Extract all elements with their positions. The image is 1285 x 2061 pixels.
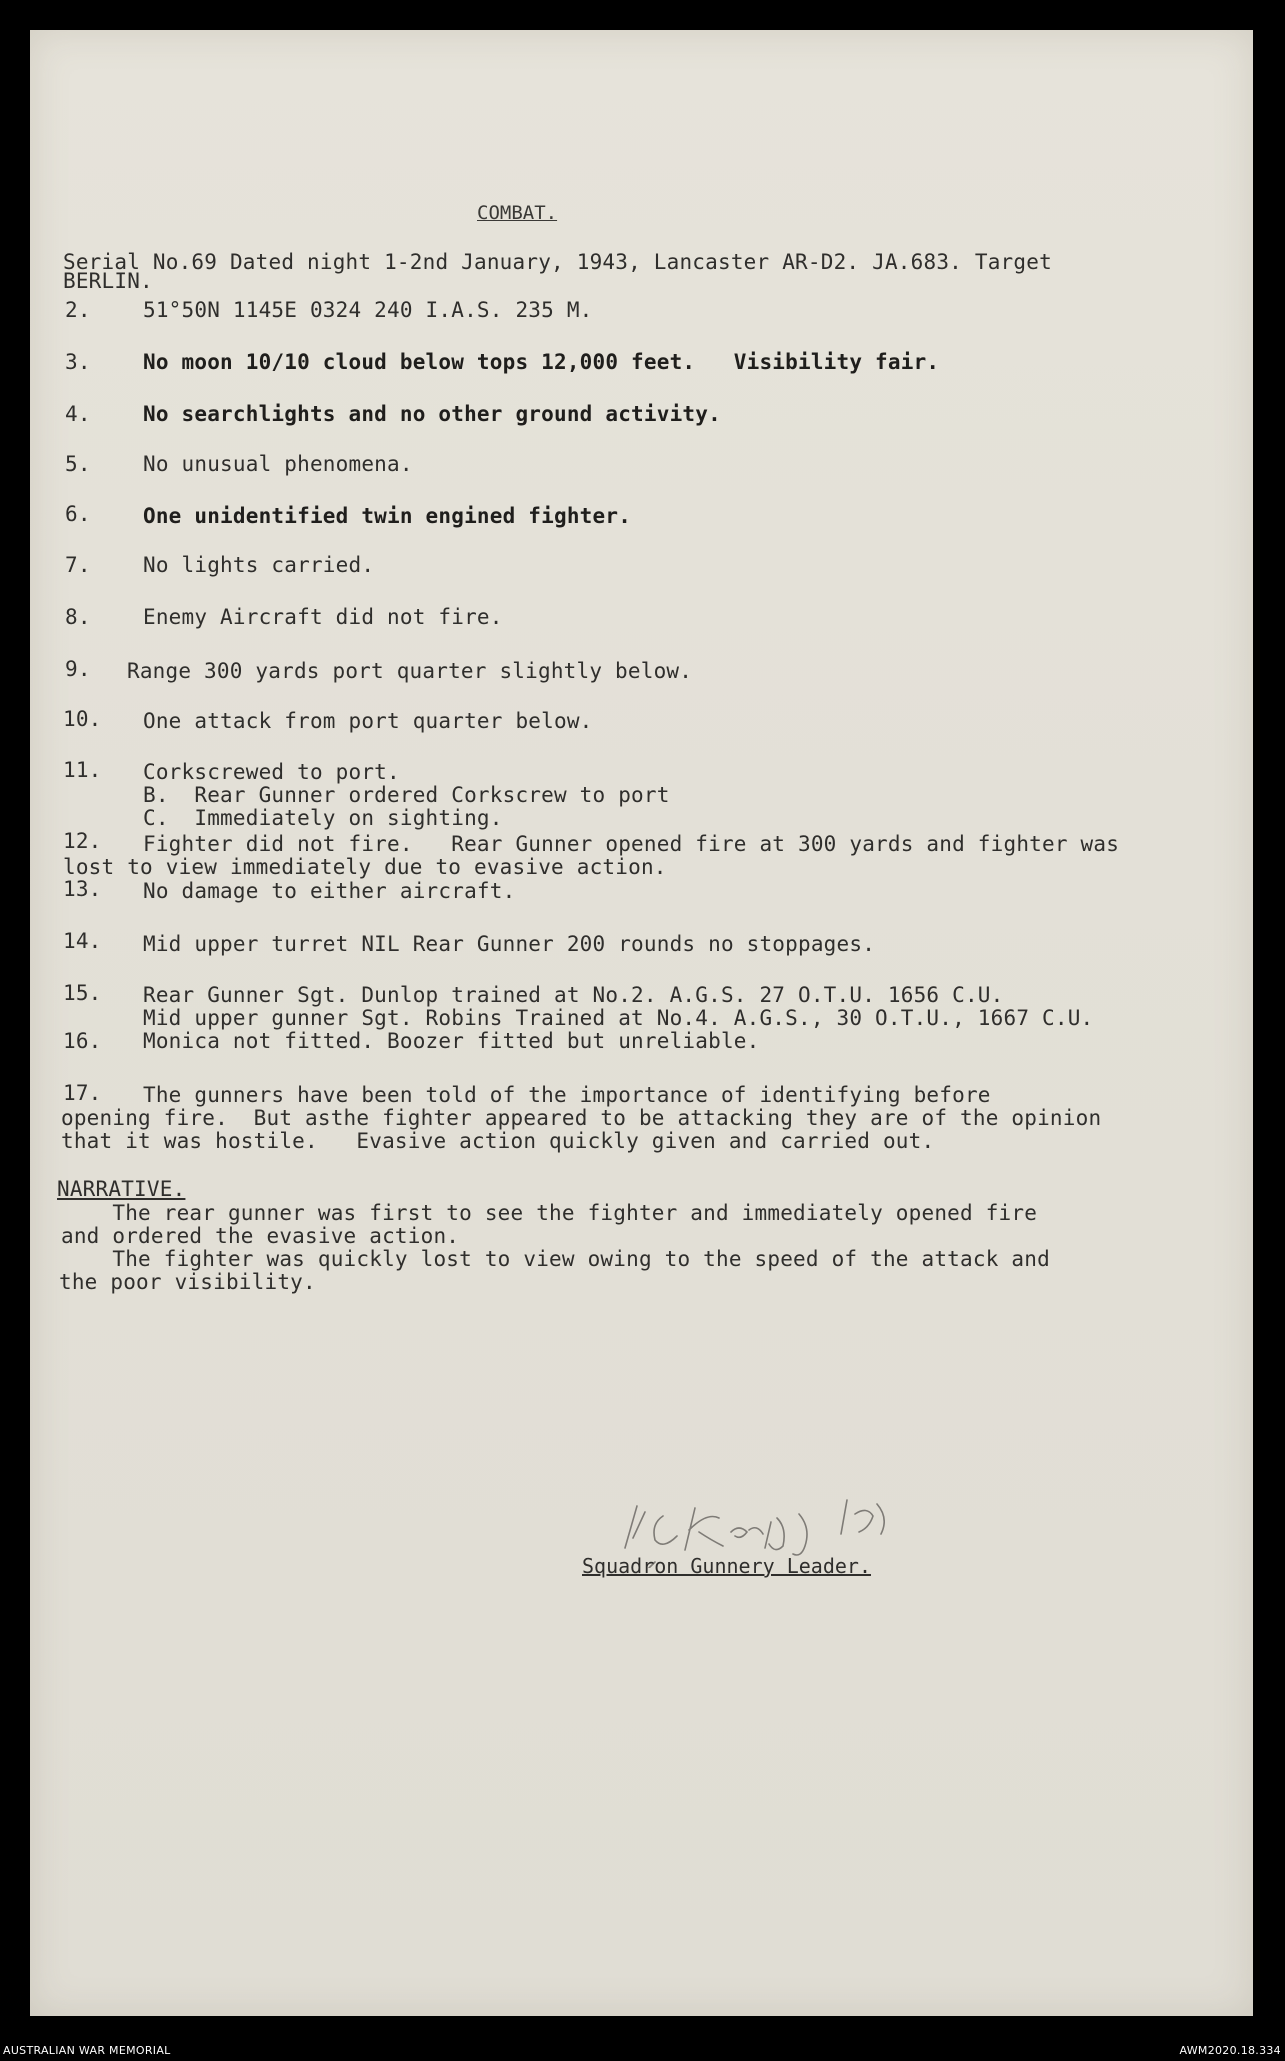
item-number: 10. bbox=[63, 707, 102, 731]
narrative-line: The fighter was quickly lost to view owing to the speed of the attack and bbox=[61, 1247, 1050, 1271]
signature-role: Squadron Gunnery Leader. bbox=[582, 1554, 871, 1578]
item-line: Rear Gunner Sgt. Dunlop trained at No.2. A.G.S. 27 O.T.U. 1656 C.U. bbox=[143, 983, 1004, 1007]
item-number: 11. bbox=[63, 758, 102, 782]
item-number: 9. bbox=[65, 657, 91, 681]
item-number: 17. bbox=[63, 1081, 102, 1105]
item-line: Mid upper gunner Sgt. Robins Trained at No.4. A.G.S., 30 O.T.U., 1667 C.U. bbox=[143, 1006, 1094, 1030]
item-number: 8. bbox=[65, 605, 91, 629]
item-text: Mid upper turret NIL Rear Gunner 200 rounds no stoppages. bbox=[143, 932, 876, 956]
item-line: Fighter did not fire. Rear Gunner opened fire at 300 yards and fighter was bbox=[143, 832, 1120, 856]
item-number: 16. bbox=[63, 1029, 102, 1053]
item-number: 15. bbox=[63, 981, 102, 1005]
item-line: that it was hostile. Evasive action quickly given and carried out. bbox=[61, 1129, 935, 1153]
item-line: lost to view immediately due to evasive action. bbox=[63, 855, 667, 879]
header-line-1: Serial No.69 Dated night 1-2nd January, 1943, Lancaster AR-D2. JA.683. Target bbox=[63, 250, 1052, 274]
narrative-line: The rear gunner was first to see the fighter and immediately opened fire bbox=[61, 1201, 1038, 1225]
item-line: B. Rear Gunner ordered Corkscrew to port bbox=[143, 783, 670, 807]
item-text: One unidentified twin engined fighter. bbox=[143, 504, 632, 528]
item-line: Corkscrewed to port. bbox=[143, 760, 400, 784]
item-text: No searchlights and no other ground activity. bbox=[143, 402, 721, 426]
item-number: 14. bbox=[63, 929, 102, 953]
narrative-heading: NARRATIVE. bbox=[57, 1177, 186, 1201]
item-text: 51°50N 1145E 0324 240 I.A.S. 235 M. bbox=[143, 298, 593, 322]
item-number: 7. bbox=[65, 553, 91, 577]
item-line: C. Immediately on sighting. bbox=[143, 806, 503, 830]
item-line: opening fire. But asthe fighter appeared to be attacking they are of the opinion bbox=[61, 1106, 1102, 1130]
item-number: 6. bbox=[65, 502, 91, 526]
item-text: Enemy Aircraft did not fire. bbox=[143, 605, 503, 629]
item-number: 4. bbox=[65, 402, 91, 426]
header-line-2: BERLIN. bbox=[63, 269, 153, 293]
item-text: No damage to either aircraft. bbox=[143, 879, 516, 903]
item-number: 2. bbox=[65, 298, 91, 322]
item-text: Range 300 yards port quarter slightly below. bbox=[127, 659, 693, 683]
footer-credit: AUSTRALIAN WAR MEMORIAL bbox=[3, 2044, 171, 2057]
item-text: Monica not fitted. Boozer fitted but unreliable. bbox=[143, 1029, 760, 1053]
item-number: 5. bbox=[65, 452, 91, 476]
document-title: COMBAT. bbox=[477, 202, 558, 224]
document-page bbox=[30, 30, 1253, 2016]
footer-accession-number: AWM2020.18.334 bbox=[1179, 2044, 1281, 2057]
narrative-line: and ordered the evasive action. bbox=[61, 1224, 460, 1248]
item-text: No moon 10/10 cloud below tops 12,000 feet. Visibility fair. bbox=[143, 350, 940, 374]
item-number: 12. bbox=[63, 829, 102, 853]
item-number: 13. bbox=[63, 877, 102, 901]
item-number: 3. bbox=[65, 350, 91, 374]
item-line: The gunners have been told of the importance of identifying before bbox=[143, 1083, 991, 1107]
item-text: No unusual phenomena. bbox=[143, 452, 413, 476]
narrative-line: the poor visibility. bbox=[59, 1270, 316, 1294]
item-text: One attack from port quarter below. bbox=[143, 709, 593, 733]
item-text: No lights carried. bbox=[143, 553, 375, 577]
